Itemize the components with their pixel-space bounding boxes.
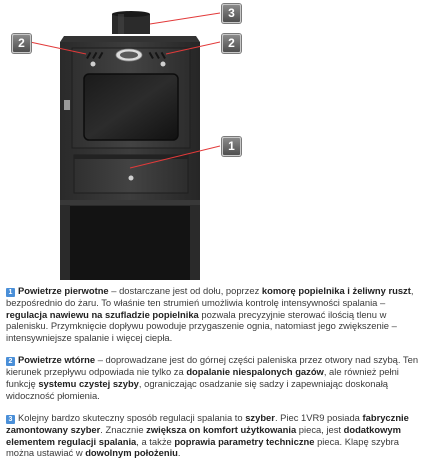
callout-badge-2-left: 2 [12,34,31,53]
text-seg: szyber [245,412,275,424]
brand-logo [116,49,142,61]
air-knob-left [91,62,96,67]
number-badge: 1 [6,288,15,297]
text-seg: pieca, jest [296,424,344,436]
text-seg: , bezpośrednio do żaru. To właśnie ten strumień umożliwia kontrolę intensywności spalania – [6,285,414,308]
text-seg: fabrycznie zamontowany szyber [6,412,409,436]
callout-badge-2-right: 2 [222,34,241,53]
text-seg: . [177,447,181,459]
text-seg: pieca. Klapę szybra można ustawiać w [6,435,399,459]
text-seg: regulacja nawiewu na szufladzie popielnika [6,308,199,320]
text-seg: pozwala precyzyjnie sterować ilością tlenu w palenisku. Przymknięcie dopływu powoduje przygaszenie ognia, natomiast jego zwiększenie – intensywniejsze spalanie i więcej ciepła. [6,308,397,343]
chimney-pipe [112,11,150,34]
number-badge: 3 [6,415,15,424]
text-seg: Kolejny bardzo skuteczny sposób regulacji spalania to [18,412,246,424]
text-seg: – dostarczane jest od dołu, poprzez [108,285,262,296]
text-seg: dopalanie niespalonych gazów [186,366,324,378]
text-seg: dowolnym położeniu [85,447,178,459]
text-seg: , ale również pełni funkcję [6,366,399,389]
callout-badge-1: 1 [222,137,241,156]
text-seg: poprawia parametry techniczne [174,435,315,447]
text-seg: dodatkowym elementem regulacji spalania [6,424,401,447]
text-seg: . Piec 1VR9 posiada [274,412,363,424]
paragraph-primary-air [6,285,420,343]
paragraph-secondary-air [6,354,420,401]
callout-badge-3: 3 [222,4,241,23]
number-badge: 2 [6,357,15,366]
air-knob-right [161,62,166,67]
text-seg: – doprowadzane jest do górnej części paleniska przez otwory nad szybą. Ten kierunek przepływu odpowiada nie tylko za [6,354,419,378]
door-glass [84,74,178,140]
text-seg: . Znacznie [100,424,147,436]
stove-top-plate [60,36,200,42]
door-handle [64,100,70,110]
description-text [6,285,420,470]
text-seg: , a także [136,435,175,447]
text-seg: Powietrze wtórne [18,354,96,366]
drawer-knob [129,176,134,181]
text-seg: komorę popielnika i żeliwny ruszt [261,285,411,296]
text-seg: systemu czystej szyby [38,377,139,389]
wood-storage-base [60,200,200,280]
ashpan-drawer [74,155,188,193]
text-seg: , ograniczając osadzanie się sadzy i zapewniając doskonałą widoczność płomienia. [6,377,388,401]
paragraph-damper [6,412,420,459]
text-seg: zwiększa on komfort użytkowania [146,424,297,436]
text-seg: Powietrze pierwotne [18,285,109,296]
